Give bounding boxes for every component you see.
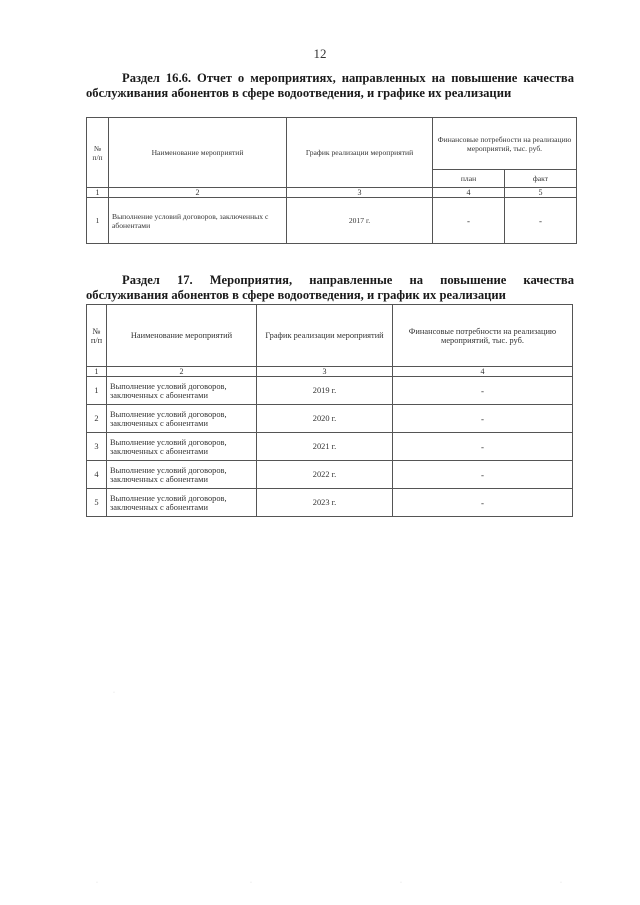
table-row xyxy=(87,405,573,433)
row-fact: - xyxy=(505,198,577,244)
index-cell: 3 xyxy=(287,188,433,198)
header-fact: факт xyxy=(505,170,577,188)
row-schedule: 2021 г. xyxy=(257,433,393,461)
row-num: 2 xyxy=(87,405,107,433)
page-number: 12 xyxy=(313,46,327,61)
row-name: Выполнение условий договоров, заключенных с абонентами xyxy=(107,433,257,461)
index-cell: 4 xyxy=(433,188,505,198)
row-fin: - xyxy=(393,489,573,517)
section-16-6-heading-text: Раздел 16.6. Отчет о мероприятиях, направленных на повышение качества обслуживания абонентов в сфере водоотведения, и графике их реализации xyxy=(86,71,574,100)
index-cell: 2 xyxy=(109,188,287,198)
row-schedule: 2023 г. xyxy=(257,489,393,517)
table-row xyxy=(87,489,573,517)
row-schedule: 2019 г. xyxy=(257,377,393,405)
index-cell: 5 xyxy=(505,188,577,198)
header-fin: Финансовые потребности на реализацию мероприятий, тыс. руб. xyxy=(433,118,577,170)
scan-speck: · xyxy=(113,690,115,696)
row-plan: - xyxy=(433,198,505,244)
index-cell: 3 xyxy=(257,367,393,377)
row-fin: - xyxy=(393,405,573,433)
section-17-heading xyxy=(86,273,574,303)
table-row xyxy=(87,198,577,244)
table-row xyxy=(87,377,573,405)
section-16-6-table xyxy=(86,117,577,244)
scan-speck: · xyxy=(250,880,252,886)
scan-speck: · xyxy=(400,880,402,886)
row-num: 3 xyxy=(87,433,107,461)
row-name: Выполнение условий договоров, заключенных с абонентами xyxy=(107,405,257,433)
row-fin: - xyxy=(393,433,573,461)
row-num: 1 xyxy=(87,377,107,405)
header-num: № п/п xyxy=(87,118,109,188)
row-name: Выполнение условий договоров, заключенных с абонентами xyxy=(109,198,287,244)
header-name: Наименование мероприятий xyxy=(109,118,287,188)
index-cell: 1 xyxy=(87,367,107,377)
header-num: № п/п xyxy=(87,305,107,367)
scan-speck: · xyxy=(560,880,562,886)
row-name: Выполнение условий договоров, заключенных с абонентами xyxy=(107,489,257,517)
section-17-table xyxy=(86,304,573,517)
scan-speck: · xyxy=(96,880,98,886)
row-fin: - xyxy=(393,461,573,489)
row-schedule: 2020 г. xyxy=(257,405,393,433)
header-name: Наименование мероприятий xyxy=(107,305,257,367)
row-num: 5 xyxy=(87,489,107,517)
row-name: Выполнение условий договоров, заключенных с абонентами xyxy=(107,461,257,489)
header-schedule: График реализации мероприятий xyxy=(287,118,433,188)
row-fin: - xyxy=(393,377,573,405)
table-row xyxy=(87,433,573,461)
row-schedule: 2017 г. xyxy=(287,198,433,244)
index-cell: 4 xyxy=(393,367,573,377)
row-num: 4 xyxy=(87,461,107,489)
row-name: Выполнение условий договоров, заключенных с абонентами xyxy=(107,377,257,405)
index-cell: 2 xyxy=(107,367,257,377)
header-plan: план xyxy=(433,170,505,188)
section-16-6-heading xyxy=(86,71,574,101)
header-fin: Финансовые потребности на реализацию мероприятий, тыс. руб. xyxy=(393,305,573,367)
header-schedule: График реализации мероприятий xyxy=(257,305,393,367)
row-schedule: 2022 г. xyxy=(257,461,393,489)
index-cell: 1 xyxy=(87,188,109,198)
row-num: 1 xyxy=(87,198,109,244)
section-17-heading-text: Раздел 17. Мероприятия, направленные на повышение качества обслуживания абонентов в сфере водоотведения, и график их реализации xyxy=(86,273,574,302)
table-row xyxy=(87,461,573,489)
